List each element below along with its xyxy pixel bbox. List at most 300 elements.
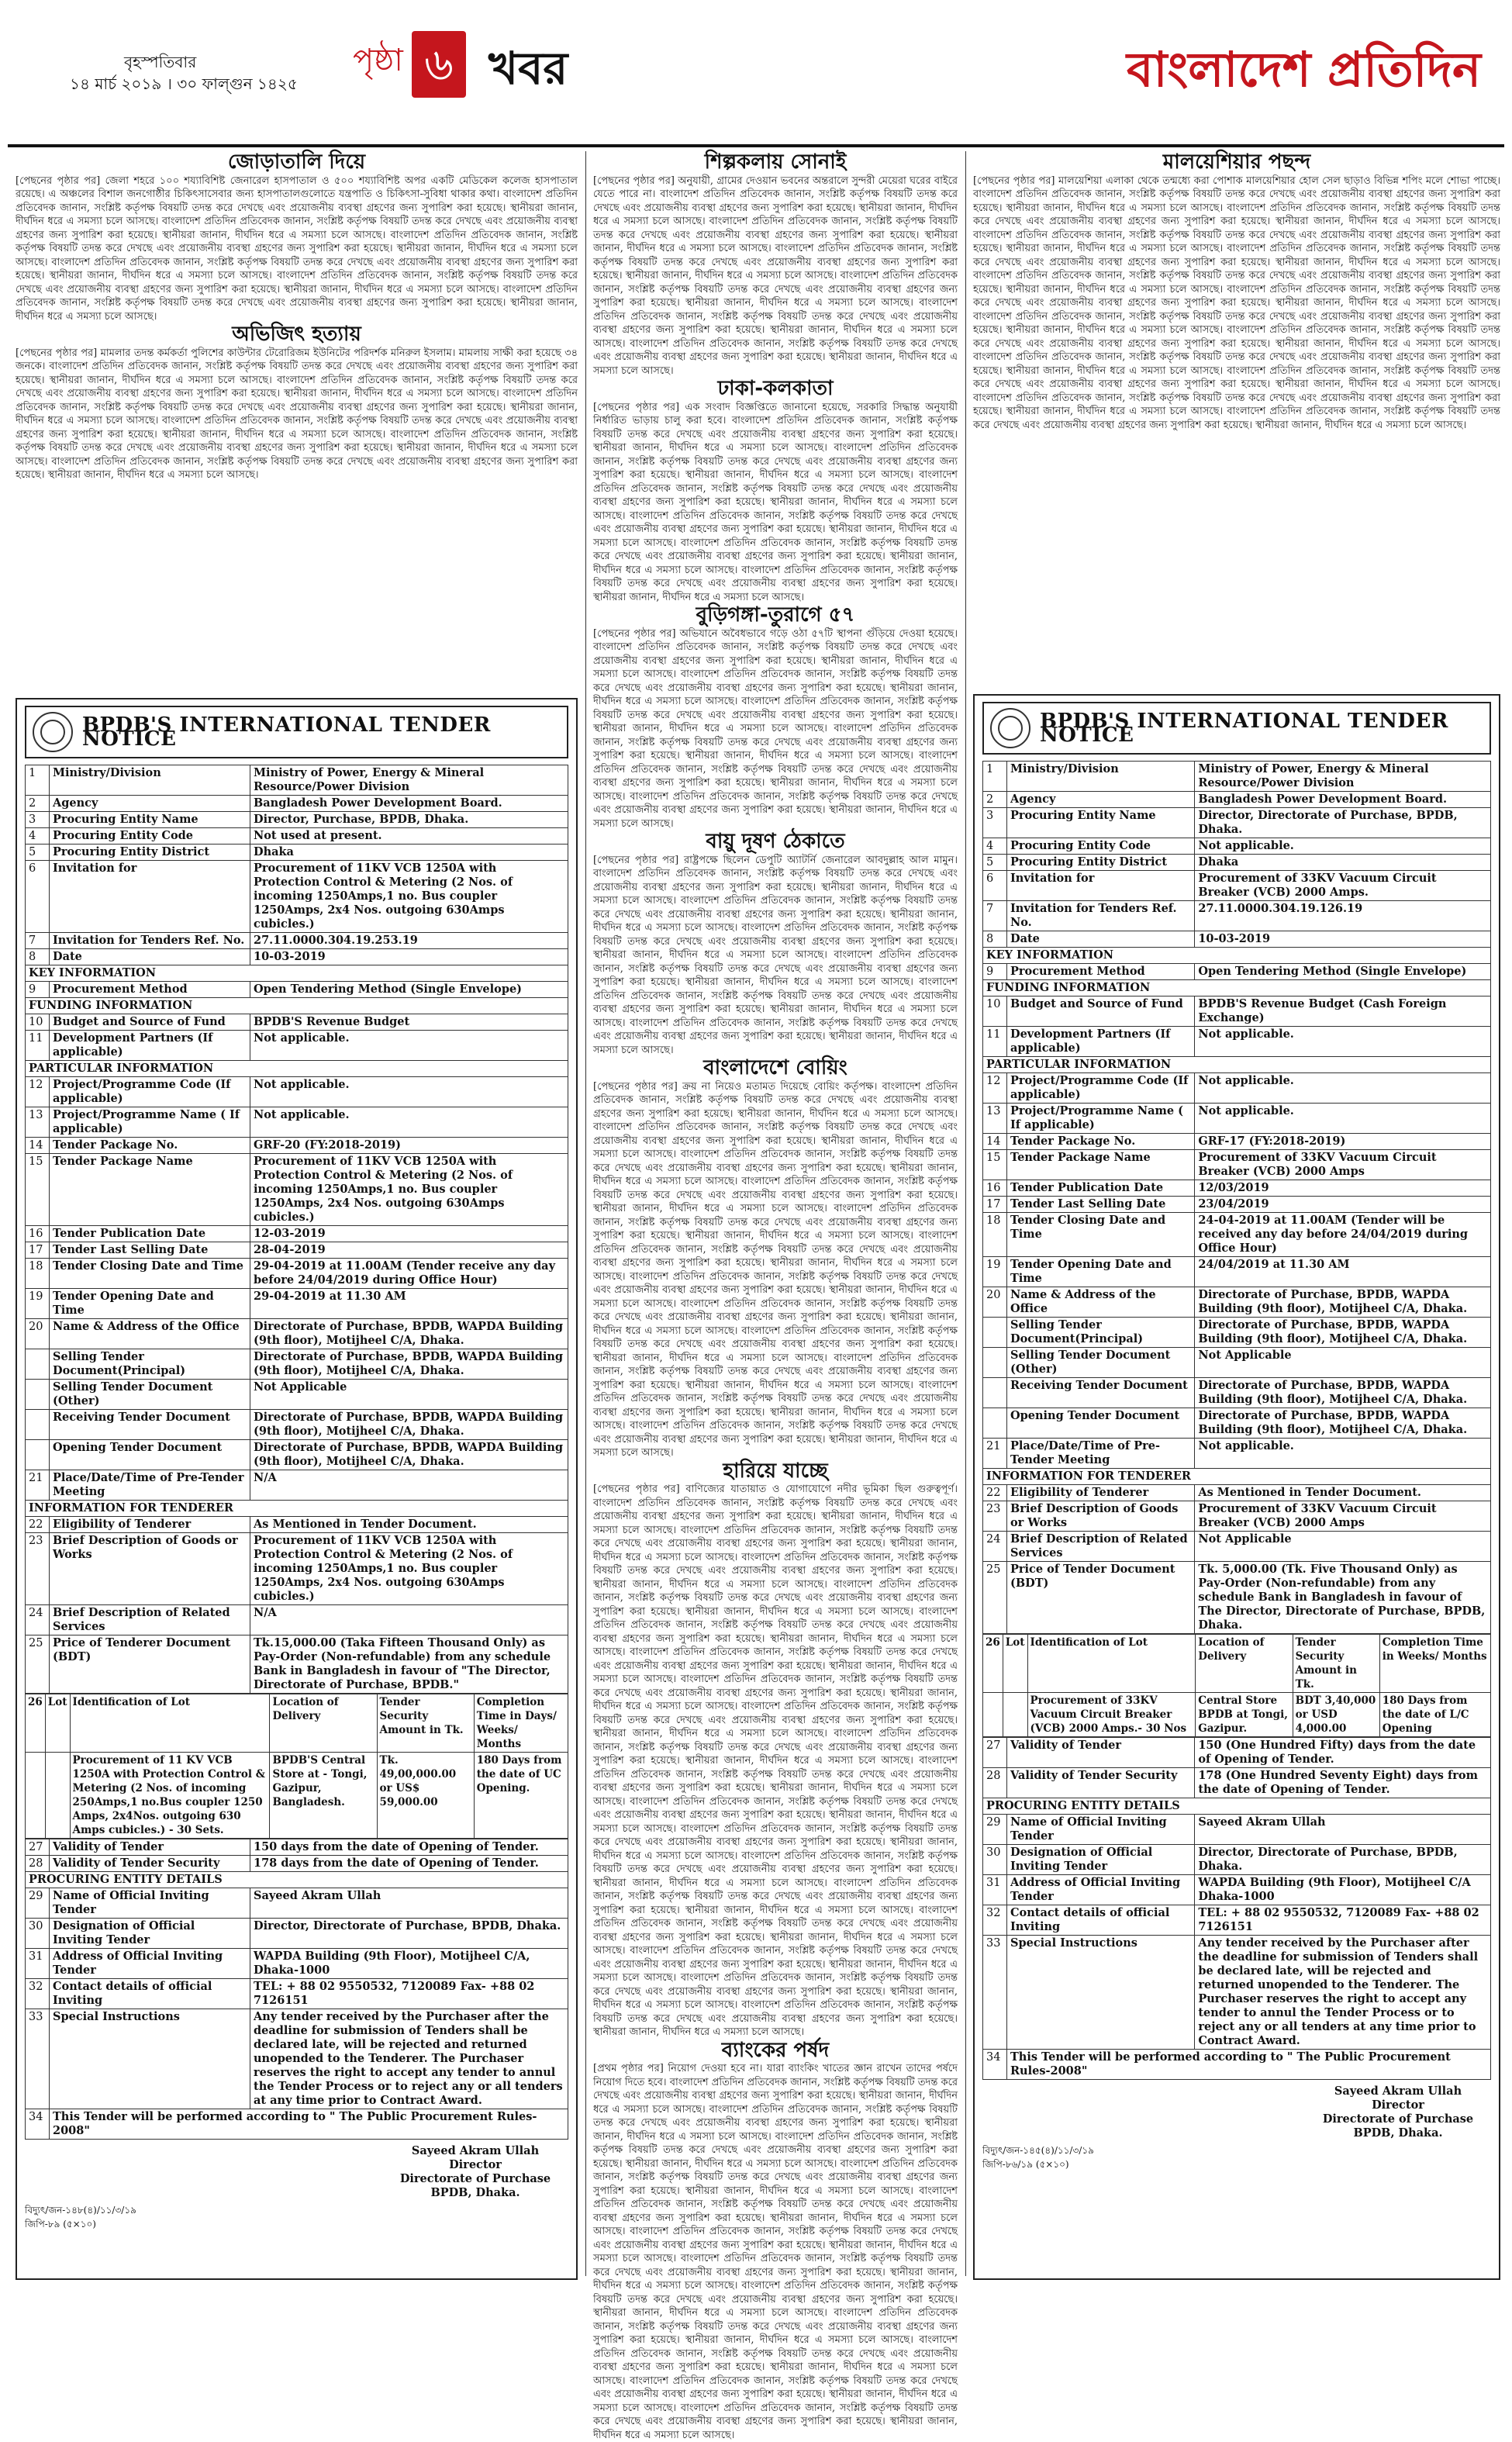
lot-cell: Procurement of 33KV Vacuum Circuit Breaker (VCB) 2000 Amps.- 30 Nos	[1027, 1693, 1196, 1737]
section-row	[26, 1501, 568, 1517]
field-value: Not applicable.	[250, 1031, 568, 1061]
field-label: Ministry/Division	[50, 765, 250, 796]
field-value: Not applicable.	[1195, 838, 1491, 855]
tender-row	[26, 1839, 568, 1856]
lot-column-header: Identification of Lot	[1027, 1635, 1196, 1693]
tender-table-continued	[25, 1839, 568, 2140]
row-number: 31	[983, 1875, 1007, 1905]
section-heading: PROCURING ENTITY DETAILS	[26, 1872, 568, 1888]
page-label: পৃষ্ঠা	[353, 43, 403, 78]
article-body	[593, 401, 958, 605]
tender-row	[26, 1138, 568, 1154]
field-label: Tender Package No.	[50, 1138, 250, 1154]
field-label: Project/Programme Name ( If applicable)	[50, 1107, 250, 1138]
tender-row	[983, 792, 1491, 808]
field-label: Receiving Tender Document	[50, 1410, 250, 1440]
tender-row	[26, 1242, 568, 1259]
field-label: Procuring Entity Code	[1007, 838, 1195, 855]
tender-row	[983, 1875, 1491, 1905]
row-number: 17	[26, 1242, 50, 1259]
row-number: 11	[26, 1031, 50, 1061]
tender-table-continued	[982, 1737, 1491, 2080]
row-number: 18	[26, 1259, 50, 1289]
row-number: 30	[26, 1919, 50, 1949]
row-number: 32	[983, 1905, 1007, 1936]
row-number: 28	[983, 1768, 1007, 1798]
section-heading: PROCURING ENTITY DETAILS	[983, 1798, 1491, 1815]
tender-row	[26, 1605, 568, 1635]
field-label: Project/Programme Code (If applicable)	[50, 1077, 250, 1107]
section-heading: INFORMATION FOR TENDERER	[26, 1501, 568, 1517]
article-text: বাংলাদেশ প্রতিদিন প্রতিবেদক জানান, সংশ্লিষ্ট কর্তৃপক্ষ বিষয়টি তদন্ত করে দেখছে এবং প্রয়োজনীয় ব্যবস্থা গ্রহণের জন্য সুপারিশ করা হয়েছে। স্থানীয়রা জানান, দীর্ঘদিন ধরে এ সমস্যা চলে আসছে। বাংলাদেশ প্রতিদিন প্রতিবেদক জানান, সংশ্লিষ্ট কর্তৃপক্ষ বিষয়টি তদন্ত করে দেখছে এবং প্রয়োজনীয় ব্যবস্থা গ্রহণের জন্য সুপারিশ করা হয়েছে। স্থানীয়রা জানান, দীর্ঘদিন ধরে এ সমস্যা চলে আসছে। বাংলাদেশ প্রতিদিন প্রতিবেদক জানান, সংশ্লিষ্ট কর্তৃপক্ষ বিষয়টি তদন্ত করে দেখছে এবং প্রয়োজনীয় ব্যবস্থা গ্রহণের জন্য সুপারিশ করা হয়েছে। স্থানীয়রা জানান, দীর্ঘদিন ধরে এ সমস্যা চলে আসছে। বাংলাদেশ প্রতিদিন প্রতিবেদক জানান, সংশ্লিষ্ট কর্তৃপক্ষ বিষয়টি তদন্ত করে দেখছে এবং প্রয়োজনীয় ব্যবস্থা গ্রহণের জন্য সুপারিশ করা হয়েছে। স্থানীয়রা জানান, দীর্ঘদিন ধরে এ সমস্যা চলে আসছে। বাংলাদেশ প্রতিদিন প্রতিবেদক জানান, সংশ্লিষ্ট কর্তৃপক্ষ বিষয়টি তদন্ত করে দেখছে এবং প্রয়োজনীয় ব্যবস্থা গ্রহণের জন্য সুপারিশ করা হয়েছে। স্থানীয়রা জানান, দীর্ঘদিন ধরে এ সমস্যা চলে আসছে। বাংলাদেশ প্রতিদিন প্রতিবেদক জানান, সংশ্লিষ্ট কর্তৃপক্ষ বিষয়টি তদন্ত করে দেখছে এবং প্রয়োজনীয় ব্যবস্থা গ্রহণের জন্য সুপারিশ করা হয়েছে। স্থানীয়রা জানান, দীর্ঘদিন ধরে এ সমস্যা চলে আসছে।	[593, 1850, 958, 2038]
row-number	[26, 1380, 50, 1410]
article-text: বাংলাদেশ প্রতিদিন প্রতিবেদক জানান, সংশ্লিষ্ট কর্তৃপক্ষ বিষয়টি তদন্ত করে দেখছে এবং প্রয়োজনীয় ব্যবস্থা গ্রহণের জন্য সুপারিশ করা হয়েছে। স্থানীয়রা জানান, দীর্ঘদিন ধরে এ সমস্যা চলে আসছে। বাংলাদেশ প্রতিদিন প্রতিবেদক জানান, সংশ্লিষ্ট কর্তৃপক্ষ বিষয়টি তদন্ত করে দেখছে এবং প্রয়োজনীয় ব্যবস্থা গ্রহণের জন্য সুপারিশ করা হয়েছে। স্থানীয়রা জানান, দীর্ঘদিন ধরে এ সমস্যা চলে আসছে। বাংলাদেশ প্রতিদিন প্রতিবেদক জানান, সংশ্লিষ্ট কর্তৃপক্ষ বিষয়টি তদন্ত করে দেখছে এবং প্রয়োজনীয় ব্যবস্থা গ্রহণের জন্য সুপারিশ করা হয়েছে। স্থানীয়রা জানান, দীর্ঘদিন ধরে এ সমস্যা চলে আসছে। বাংলাদেশ প্রতিদিন প্রতিবেদক জানান, সংশ্লিষ্ট কর্তৃপক্ষ বিষয়টি তদন্ত করে দেখছে এবং প্রয়োজনীয় ব্যবস্থা গ্রহণের জন্য সুপারিশ করা হয়েছে। স্থানীয়রা জানান, দীর্ঘদিন ধরে এ সমস্যা চলে আসছে। বাংলাদেশ প্রতিদিন প্রতিবেদক জানান, সংশ্লিষ্ট কর্তৃপক্ষ বিষয়টি তদন্ত করে দেখছে এবং প্রয়োজনীয় ব্যবস্থা গ্রহণের জন্য সুপারিশ করা হয়েছে। স্থানীয়রা জানান, দীর্ঘদিন ধরে এ সমস্যা চলে আসছে। বাংলাদেশ প্রতিদিন প্রতিবেদক জানান, সংশ্লিষ্ট কর্তৃপক্ষ বিষয়টি তদন্ত করে দেখছে এবং প্রয়োজনীয় ব্যবস্থা গ্রহণের জন্য সুপারিশ করা হয়েছে। স্থানীয়রা জানান, দীর্ঘদিন ধরে এ সমস্যা চলে আসছে।	[593, 2076, 958, 2264]
field-value: Dhaka	[250, 845, 568, 861]
tender-row	[26, 812, 568, 828]
row-number: 22	[983, 1485, 1007, 1501]
row-number: 13	[983, 1104, 1007, 1134]
field-value: Not Applicable	[1195, 1532, 1491, 1562]
tender-notice-right	[973, 694, 1500, 2280]
tender-row	[26, 765, 568, 796]
field-value: Not applicable.	[250, 1077, 568, 1107]
ad-reference	[982, 2143, 1491, 2171]
field-label: Tender Publication Date	[1007, 1180, 1195, 1197]
article-text: বাংলাদেশ প্রতিদিন প্রতিবেদক জানান, সংশ্লিষ্ট কর্তৃপক্ষ বিষয়টি তদন্ত করে দেখছে এবং প্রয়োজনীয় ব্যবস্থা গ্রহণের জন্য সুপারিশ করা হয়েছে। স্থানীয়রা জানান, দীর্ঘদিন ধরে এ সমস্যা চলে আসছে। বাংলাদেশ প্রতিদিন প্রতিবেদক জানান, সংশ্লিষ্ট কর্তৃপক্ষ বিষয়টি তদন্ত করে দেখছে এবং প্রয়োজনীয় ব্যবস্থা গ্রহণের জন্য সুপারিশ করা হয়েছে। স্থানীয়রা জানান, দীর্ঘদিন ধরে এ সমস্যা চলে আসছে। বাংলাদেশ প্রতিদিন প্রতিবেদক জানান, সংশ্লিষ্ট কর্তৃপক্ষ বিষয়টি তদন্ত করে দেখছে এবং প্রয়োজনীয় ব্যবস্থা গ্রহণের জন্য সুপারিশ করা হয়েছে। স্থানীয়রা জানান, দীর্ঘদিন ধরে এ সমস্যা চলে আসছে। বাংলাদেশ প্রতিদিন প্রতিবেদক জানান, সংশ্লিষ্ট কর্তৃপক্ষ বিষয়টি তদন্ত করে দেখছে এবং প্রয়োজনীয় ব্যবস্থা গ্রহণের জন্য সুপারিশ করা হয়েছে। স্থানীয়রা জানান, দীর্ঘদিন ধরে এ সমস্যা চলে আসছে। বাংলাদেশ প্রতিদিন প্রতিবেদক জানান, সংশ্লিষ্ট কর্তৃপক্ষ বিষয়টি তদন্ত করে দেখছে এবং প্রয়োজনীয় ব্যবস্থা গ্রহণের জন্য সুপারিশ করা হয়েছে। স্থানীয়রা জানান, দীর্ঘদিন ধরে এ সমস্যা চলে আসছে। বাংলাদেশ প্রতিদিন প্রতিবেদক জানান, সংশ্লিষ্ট কর্তৃপক্ষ বিষয়টি তদন্ত করে দেখছে এবং প্রয়োজনীয় ব্যবস্থা গ্রহণের জন্য সুপারিশ করা হয়েছে। স্থানীয়রা জানান, দীর্ঘদিন ধরে এ সমস্যা চলে আসছে।	[593, 188, 958, 377]
field-label: Name & Address of the Office	[50, 1319, 250, 1349]
section-row	[26, 965, 568, 982]
field-value: Not applicable.	[1195, 1073, 1491, 1104]
field-value: Tk.15,000.00 (Taka Fifteen Thousand Only) as Pay-Order (Non-refundable) from any schedule Bank in Bangladesh in favour of "The Director, Directorate of Purchase, BPDB."	[250, 1635, 568, 1694]
field-label: Address of Official Inviting Tender	[50, 1949, 250, 1979]
tender-row	[26, 1949, 568, 1979]
tender-row	[983, 1318, 1491, 1348]
field-label: Date	[50, 949, 250, 965]
tender-row	[983, 1905, 1491, 1936]
field-value: Not applicable.	[1195, 1104, 1491, 1134]
field-value: Directorate of Purchase, BPDB, WAPDA Building (9th floor), Motijheel C/A, Dhaka.	[1195, 1318, 1491, 1348]
article-text: বাংলাদেশ প্রতিদিন প্রতিবেদক জানান, সংশ্লিষ্ট কর্তৃপক্ষ বিষয়টি তদন্ত করে দেখছে এবং প্রয়োজনীয় ব্যবস্থা গ্রহণের জন্য সুপারিশ করা হয়েছে। স্থানীয়রা জানান, দীর্ঘদিন ধরে এ সমস্যা চলে আসছে। বাংলাদেশ প্রতিদিন প্রতিবেদক জানান, সংশ্লিষ্ট কর্তৃপক্ষ বিষয়টি তদন্ত করে দেখছে এবং প্রয়োজনীয় ব্যবস্থা গ্রহণের জন্য সুপারিশ করা হয়েছে। স্থানীয়রা জানান, দীর্ঘদিন ধরে এ সমস্যা চলে আসছে। বাংলাদেশ প্রতিদিন প্রতিবেদক জানান, সংশ্লিষ্ট কর্তৃপক্ষ বিষয়টি তদন্ত করে দেখছে এবং প্রয়োজনীয় ব্যবস্থা গ্রহণের জন্য সুপারিশ করা হয়েছে। স্থানীয়রা জানান, দীর্ঘদিন ধরে এ সমস্যা চলে আসছে। বাংলাদেশ প্রতিদিন প্রতিবেদক জানান, সংশ্লিষ্ট কর্তৃপক্ষ বিষয়টি তদন্ত করে দেখছে এবং প্রয়োজনীয় ব্যবস্থা গ্রহণের জন্য সুপারিশ করা হয়েছে। স্থানীয়রা জানান, দীর্ঘদিন ধরে এ সমস্যা চলে আসছে। বাংলাদেশ প্রতিদিন প্রতিবেদক জানান, সংশ্লিষ্ট কর্তৃপক্ষ বিষয়টি তদন্ত করে দেখছে এবং প্রয়োজনীয় ব্যবস্থা গ্রহণের জন্য সুপারিশ করা হয়েছে। স্থানীয়রা জানান, দীর্ঘদিন ধরে এ সমস্যা চলে আসছে। বাংলাদেশ প্রতিদিন প্রতিবেদক জানান, সংশ্লিষ্ট কর্তৃপক্ষ বিষয়টি তদন্ত করে দেখছে এবং প্রয়োজনীয় ব্যবস্থা গ্রহণের জন্য সুপারিশ করা হয়েছে। স্থানীয়রা জানান, দীর্ঘদিন ধরে এ সমস্যা চলে আসছে।	[593, 1673, 958, 1862]
row-number: 3	[983, 808, 1007, 838]
row-number: 20	[983, 1287, 1007, 1318]
signatory-line: Director	[1372, 2098, 1424, 2112]
column-rule	[965, 151, 966, 2276]
field-label: Selling Tender Document(Principal)	[1007, 1318, 1195, 1348]
field-label: Special Instructions	[1007, 1936, 1195, 2050]
signatory-line: Sayeed Akram Ullah	[1334, 2085, 1462, 2098]
field-value: 24-04-2019 at 11.00AM (Tender will be received any day before 24/04/2019 during Office Hour)	[1195, 1213, 1491, 1257]
article-body	[593, 1483, 958, 2040]
lot-cell	[45, 1753, 70, 1839]
row-number: 19	[26, 1289, 50, 1319]
tender-row	[26, 949, 568, 965]
tender-title: BPDB'S INTERNATIONAL TENDER NOTICE	[1040, 710, 1448, 747]
field-value: Directorate of Purchase, BPDB, WAPDA Building (9th floor), Motijheel C/A, Dhaka.	[250, 1440, 568, 1470]
tender-row	[983, 838, 1491, 855]
article-headline: ঢাকা-কলকাতা	[717, 377, 834, 400]
tender-row	[26, 828, 568, 845]
row-number: 1	[26, 765, 50, 796]
article-headline: হারিয়ে যাচ্ছে	[723, 1459, 828, 1483]
signatory-line: Sayeed Akram Ullah	[411, 2144, 540, 2157]
article-headline: জোড়াতালি দিয়ে	[227, 150, 366, 174]
column-right-top	[973, 151, 1500, 686]
article-text: বাংলাদেশ প্রতিদিন প্রতিবেদক জানান, সংশ্লিষ্ট কর্তৃপক্ষ বিষয়টি তদন্ত করে দেখছে এবং প্রয়োজনীয় ব্যবস্থা গ্রহণের জন্য সুপারিশ করা হয়েছে। স্থানীয়রা জানান, দীর্ঘদিন ধরে এ সমস্যা চলে আসছে। বাংলাদেশ প্রতিদিন প্রতিবেদক জানান, সংশ্লিষ্ট কর্তৃপক্ষ বিষয়টি তদন্ত করে দেখছে এবং প্রয়োজনীয় ব্যবস্থা গ্রহণের জন্য সুপারিশ করা হয়েছে। স্থানীয়রা জানান, দীর্ঘদিন ধরে এ সমস্যা চলে আসছে। বাংলাদেশ প্রতিদিন প্রতিবেদক জানান, সংশ্লিষ্ট কর্তৃপক্ষ বিষয়টি তদন্ত করে দেখছে এবং প্রয়োজনীয় ব্যবস্থা গ্রহণের জন্য সুপারিশ করা হয়েছে। স্থানীয়রা জানান, দীর্ঘদিন ধরে এ সমস্যা চলে আসছে। বাংলাদেশ প্রতিদিন প্রতিবেদক জানান, সংশ্লিষ্ট কর্তৃপক্ষ বিষয়টি তদন্ত করে দেখছে এবং প্রয়োজনীয় ব্যবস্থা গ্রহণের জন্য সুপারিশ করা হয়েছে। স্থানীয়রা জানান, দীর্ঘদিন ধরে এ সমস্যা চলে আসছে। বাংলাদেশ প্রতিদিন প্রতিবেদক জানান, সংশ্লিষ্ট কর্তৃপক্ষ বিষয়টি তদন্ত করে দেখছে এবং প্রয়োজনীয় ব্যবস্থা গ্রহণের জন্য সুপারিশ করা হয়েছে। স্থানীয়রা জানান, দীর্ঘদিন ধরে এ সমস্যা চলে আসছে। বাংলাদেশ প্রতিদিন প্রতিবেদক জানান, সংশ্লিষ্ট কর্তৃপক্ষ বিষয়টি তদন্ত করে দেখছে এবং প্রয়োজনীয় ব্যবস্থা গ্রহণের জন্য সুপারিশ করা হয়েছে। স্থানীয়রা জানান, দীর্ঘদিন ধরে এ সমস্যা চলে আসছে।	[593, 2253, 958, 2441]
section-row	[26, 998, 568, 1014]
article-body	[593, 174, 958, 378]
field-label: Tender Publication Date	[50, 1226, 250, 1242]
lot-header-row	[983, 1635, 1491, 1693]
field-label: Designation of Official Inviting Tender	[50, 1919, 250, 1949]
row-number: 7	[983, 901, 1007, 931]
field-value: Tk. 5,000.00 (Tk. Five Thousand Only) as Pay-Order (Non-refundable) from any schedule Bank in Bangladesh in favour of The Director, Directorate of Purchase, BPDB, Dhaka.	[1195, 1562, 1491, 1634]
row-number: 26	[983, 1635, 1003, 1693]
field-label: Validity of Tender	[50, 1839, 250, 1856]
tender-row	[983, 855, 1491, 871]
section-heading: INFORMATION FOR TENDERER	[983, 1469, 1491, 1485]
tender-row	[983, 1768, 1491, 1798]
tender-row	[26, 1856, 568, 1872]
article-headline: শিল্পকলায় সোনাই	[704, 150, 847, 174]
masthead	[8, 6, 1504, 150]
section-row	[26, 1061, 568, 1077]
row-number	[983, 1318, 1007, 1348]
field-label: Name of Official Inviting Tender	[1007, 1815, 1195, 1845]
tender-header	[982, 702, 1491, 755]
tender-table	[982, 761, 1491, 1634]
field-value: GRF-20 (FY:2018-2019)	[250, 1138, 568, 1154]
article-text: বাংলাদেশ প্রতিদিন প্রতিবেদক জানান, সংশ্লিষ্ট কর্তৃপক্ষ বিষয়টি তদন্ত করে দেখছে এবং প্রয়োজনীয় ব্যবস্থা গ্রহণের জন্য সুপারিশ করা হয়েছে। স্থানীয়রা জানান, দীর্ঘদিন ধরে এ সমস্যা চলে আসছে। বাংলাদেশ প্রতিদিন প্রতিবেদক জানান, সংশ্লিষ্ট কর্তৃপক্ষ বিষয়টি তদন্ত করে দেখছে এবং প্রয়োজনীয় ব্যবস্থা গ্রহণের জন্য সুপারিশ করা হয়েছে। স্থানীয়রা জানান, দীর্ঘদিন ধরে এ সমস্যা চলে আসছে। বাংলাদেশ প্রতিদিন প্রতিবেদক জানান, সংশ্লিষ্ট কর্তৃপক্ষ বিষয়টি তদন্ত করে দেখছে এবং প্রয়োজনীয় ব্যবস্থা গ্রহণের জন্য সুপারিশ করা হয়েছে। স্থানীয়রা জানান, দীর্ঘদিন ধরে এ সমস্যা চলে আসছে। বাংলাদেশ প্রতিদিন প্রতিবেদক জানান, সংশ্লিষ্ট কর্তৃপক্ষ বিষয়টি তদন্ত করে দেখছে এবং প্রয়োজনীয় ব্যবস্থা গ্রহণের জন্য সুপারিশ করা হয়েছে। স্থানীয়রা জানান, দীর্ঘদিন ধরে এ সমস্যা চলে আসছে। বাংলাদেশ প্রতিদিন প্রতিবেদক জানান, সংশ্লিষ্ট কর্তৃপক্ষ বিষয়টি তদন্ত করে দেখছে এবং প্রয়োজনীয় ব্যবস্থা গ্রহণের জন্য সুপারিশ করা হয়েছে। স্থানীয়রা জানান, দীর্ঘদিন ধরে এ সমস্যা চলে আসছে। বাংলাদেশ প্রতিদিন প্রতিবেদক জানান, সংশ্লিষ্ট কর্তৃপক্ষ বিষয়টি তদন্ত করে দেখছে এবং প্রয়োজনীয় ব্যবস্থা গ্রহণের জন্য সুপারিশ করা হয়েছে। স্থানীয়রা জানান, দীর্ঘদিন ধরে এ সমস্যা চলে আসছে।	[973, 188, 1500, 309]
section-row	[983, 948, 1491, 964]
page-badge	[353, 28, 477, 98]
tender-table	[25, 765, 568, 1694]
ad-ref-line: জিপি-৮৯ (৫×১০)	[25, 2219, 96, 2230]
column-left-top	[16, 151, 578, 694]
tender-row	[26, 1259, 568, 1289]
field-value: Procurement of 33KV Vacuum Circuit Breaker (VCB) 2000 Amps	[1195, 1501, 1491, 1532]
field-label: Receiving Tender Document	[1007, 1378, 1195, 1408]
field-value: Any tender received by the Purchaser after the deadline for submission of Tenders shall be declared late, will be rejected and returned unopended to the Tenderer. The Purchaser reserves the right to accept any tender to annul the Tender Process or to reject any or all tenders at any time prior to Contract Award.	[250, 2009, 568, 2109]
field-label: Procuring Entity Code	[50, 828, 250, 845]
row-number: 10	[983, 996, 1007, 1027]
field-value: GRF-17 (FY:2018-2019)	[1195, 1134, 1491, 1150]
field-value: Directorate of Purchase, BPDB, WAPDA Building (9th floor), Motijheel C/A, Dhaka.	[250, 1349, 568, 1380]
tender-row	[26, 1226, 568, 1242]
field-label: Procuring Entity District	[50, 845, 250, 861]
article-headline: বাংলাদেশে বোয়িং	[703, 1056, 847, 1079]
field-value: 178 (One Hundred Seventy Eight) days from the date of Opening of Tender.	[1195, 1768, 1491, 1798]
field-value: 23/04/2019	[1195, 1197, 1491, 1213]
section-row	[983, 1057, 1491, 1073]
row-number: 20	[26, 1319, 50, 1349]
section-row	[983, 980, 1491, 996]
row-number: 27	[26, 1839, 50, 1856]
tender-row	[26, 1888, 568, 1919]
field-value: Dhaka	[1195, 855, 1491, 871]
article-body	[593, 2062, 958, 2442]
lot-column-header: Location of Delivery	[270, 1694, 377, 1753]
field-label: Procurement Method	[1007, 964, 1195, 980]
column-rule	[585, 151, 586, 2276]
tender-row	[983, 964, 1491, 980]
tender-row	[983, 762, 1491, 792]
article-headline: বুড়িগঙ্গা-তুরাগে ৫৭	[696, 603, 855, 627]
article-lead: [পেছনের পৃষ্ঠার পর] মামলার তদন্ত কর্মকর্তা পুলিশের কাউন্টার টেরোরিজম ইউনিটের পরিদর্শক মনিরুল ইসলাম। মামলায় সাক্ষী করা হয়েছে ৩৪ জনকে।	[16, 347, 578, 372]
tender-row	[983, 1562, 1491, 1634]
row-number: 31	[26, 1949, 50, 1979]
field-label: Budget and Source of Fund	[1007, 996, 1195, 1027]
lot-cell	[1003, 1693, 1027, 1737]
field-value: Ministry of Power, Energy & Mineral Resource/Power Division	[1195, 762, 1491, 792]
tender-row	[983, 2050, 1491, 2080]
signatory-line: Director	[449, 2158, 502, 2171]
field-label: Eligibility of Tenderer	[50, 1517, 250, 1533]
field-label: Opening Tender Document	[50, 1440, 250, 1470]
tender-row	[983, 1378, 1491, 1408]
field-value: Director, Directorate of Purchase, BPDB, Dhaka.	[1195, 808, 1491, 838]
tender-row	[983, 931, 1491, 948]
field-value: 12/03/2019	[1195, 1180, 1491, 1197]
tender-row	[26, 1380, 568, 1410]
section-row	[983, 1798, 1491, 1815]
lot-header-row	[26, 1694, 568, 1753]
field-value: Director, Directorate of Purchase, BPDB, Dhaka.	[1195, 1845, 1491, 1875]
field-value: 10-03-2019	[250, 949, 568, 965]
field-label: Brief Description of Related Services	[50, 1605, 250, 1635]
row-number: 8	[983, 931, 1007, 948]
section-heading: KEY INFORMATION	[983, 948, 1491, 964]
field-value: Any tender received by the Purchaser after the deadline for submission of Tenders shall be declared late, will be rejected and returned unopended to the Tenderer. The Purchaser reserves the right to accept any tender to annul the Tender Process or to reject any or all tenders at any time prior to Contract Award.	[1195, 1936, 1491, 2050]
tender-row	[983, 1287, 1491, 1318]
field-value: N/A	[250, 1605, 568, 1635]
row-number: 5	[983, 855, 1007, 871]
row-number: 21	[26, 1470, 50, 1501]
lot-cell: 180 Days from the date of UC Opening.	[474, 1753, 568, 1839]
field-label: Tender Opening Date and Time	[1007, 1257, 1195, 1287]
lot-column-header: Completion Time in Weeks/ Months	[1379, 1635, 1490, 1693]
row-number	[983, 1378, 1007, 1408]
ad-ref-line: বিদ্যুৎ/জন-১৪৫(৪)/১১/৩/১৯	[982, 2145, 1094, 2156]
article-lead: [পেছনের পৃষ্ঠার পর] বাণিজ্যের যাতায়াত ও যোগাযোগে নদীর ভূমিকা ছিল গুরুত্বপূর্ণ।	[593, 1484, 958, 1495]
field-label: Invitation for	[1007, 871, 1195, 901]
tender-row	[983, 1485, 1491, 1501]
field-value: BPDB'S Revenue Budget	[250, 1014, 568, 1031]
tender-row	[26, 1107, 568, 1138]
section-heading: PARTICULAR INFORMATION	[26, 1061, 568, 1077]
field-label: Address of Official Inviting Tender	[1007, 1875, 1195, 1905]
lot-cell: Tk. 49,00,000.00 or US$ 59,000.00	[377, 1753, 474, 1839]
tender-row	[26, 1635, 568, 1694]
ad-ref-line: বিদ্যুৎ/জন-১৪৮(৪)/১১/৩/১৯	[25, 2205, 136, 2216]
row-number: 17	[983, 1197, 1007, 1213]
field-value: WAPDA Building (9th Floor), Motijheel C/A, Dhaka-1000	[250, 1949, 568, 1979]
field-label: Invitation for Tenders Ref. No.	[1007, 901, 1195, 931]
field-label: Special Instructions	[50, 2009, 250, 2109]
row-number: 4	[983, 838, 1007, 855]
field-label: Project/Programme Code (If applicable)	[1007, 1073, 1195, 1104]
article-lead: [পেছনের পৃষ্ঠার পর] ক্রয় না নিয়েও মতামত দিয়েছে বোয়িং কর্তৃপক্ষ।	[593, 1080, 878, 1093]
field-value: 10-03-2019	[1195, 931, 1491, 948]
row-number: 9	[26, 982, 50, 998]
lot-column-header: Tender Security Amount in Tk.	[1293, 1635, 1379, 1693]
row-number: 30	[983, 1845, 1007, 1875]
field-value: Directorate of Purchase, BPDB, WAPDA Building (9th floor), Motijheel C/A, Dhaka.	[1195, 1378, 1491, 1408]
row-number: 16	[983, 1180, 1007, 1197]
field-label: Tender Opening Date and Time	[50, 1289, 250, 1319]
article-body	[973, 174, 1500, 433]
field-value: Sayeed Akram Ullah	[1195, 1815, 1491, 1845]
field-value: Directorate of Purchase, BPDB, WAPDA Building (9th floor), Motijheel C/A, Dhaka.	[250, 1319, 568, 1349]
article-body	[16, 347, 578, 482]
row-number: 23	[26, 1533, 50, 1605]
tender-row	[983, 1150, 1491, 1180]
tender-row	[983, 1197, 1491, 1213]
field-label: Invitation for	[50, 861, 250, 933]
field-value: Not applicable.	[1195, 1439, 1491, 1469]
lot-row	[26, 1753, 568, 1839]
tender-row	[26, 2009, 568, 2109]
tender-row	[983, 871, 1491, 901]
field-label: Development Partners (If applicable)	[1007, 1027, 1195, 1057]
article-lead: [পেছনের পৃষ্ঠার পর] অভিযানে অবৈধভাবে গড়ে ওঠা ৫৭টি স্থাপনা গুঁড়িয়ে দেওয়া হয়েছে।	[593, 627, 958, 640]
field-label: Selling Tender Document(Principal)	[50, 1349, 250, 1380]
field-label: Eligibility of Tenderer	[1007, 1485, 1195, 1501]
tender-notice-left	[16, 698, 578, 2280]
tender-row	[983, 1936, 1491, 2050]
field-value: 12-03-2019	[250, 1226, 568, 1242]
tender-row	[26, 845, 568, 861]
tender-row	[26, 982, 568, 998]
field-label: Price of Tenderer Document (BDT)	[50, 1635, 250, 1694]
row-number: 3	[26, 812, 50, 828]
article-text: বাংলাদেশ প্রতিদিন প্রতিবেদক জানান, সংশ্লিষ্ট কর্তৃপক্ষ বিষয়টি তদন্ত করে দেখছে এবং প্রয়োজনীয় ব্যবস্থা গ্রহণের জন্য সুপারিশ করা হয়েছে। স্থানীয়রা জানান, দীর্ঘদিন ধরে এ সমস্যা চলে আসছে। বাংলাদেশ প্রতিদিন প্রতিবেদক জানান, সংশ্লিষ্ট কর্তৃপক্ষ বিষয়টি তদন্ত করে দেখছে এবং প্রয়োজনীয় ব্যবস্থা গ্রহণের জন্য সুপারিশ করা হয়েছে। স্থানীয়রা জানান, দীর্ঘদিন ধরে এ সমস্যা চলে আসছে। বাংলাদেশ প্রতিদিন প্রতিবেদক জানান, সংশ্লিষ্ট কর্তৃপক্ষ বিষয়টি তদন্ত করে দেখছে এবং প্রয়োজনীয় ব্যবস্থা গ্রহণের জন্য সুপারিশ করা হয়েছে। স্থানীয়রা জানান, দীর্ঘদিন ধরে এ সমস্যা চলে আসছে। বাংলাদেশ প্রতিদিন প্রতিবেদক জানান, সংশ্লিষ্ট কর্তৃপক্ষ বিষয়টি তদন্ত করে দেখছে এবং প্রয়োজনীয় ব্যবস্থা গ্রহণের জন্য সুপারিশ করা হয়েছে। স্থানীয়রা জানান, দীর্ঘদিন ধরে এ সমস্যা চলে আসছে। বাংলাদেশ প্রতিদিন প্রতিবেদক জানান, সংশ্লিষ্ট কর্তৃপক্ষ বিষয়টি তদন্ত করে দেখছে এবং প্রয়োজনীয় ব্যবস্থা গ্রহণের জন্য সুপারিশ করা হয়েছে। স্থানীয়রা জানান, দীর্ঘদিন ধরে এ সমস্যা চলে আসছে। বাংলাদেশ প্রতিদিন প্রতিবেদক জানান, সংশ্লিষ্ট কর্তৃপক্ষ বিষয়টি তদন্ত করে দেখছে এবং প্রয়োজনীয় ব্যবস্থা গ্রহণের জন্য সুপারিশ করা হয়েছে। স্থানীয়রা জানান, দীর্ঘদিন ধরে এ সমস্যা চলে আসছে।	[593, 1270, 958, 1459]
row-number: 16	[26, 1226, 50, 1242]
tender-row	[26, 1031, 568, 1061]
signatory	[382, 2144, 568, 2200]
article-text: বাংলাদেশ প্রতিদিন প্রতিবেদক জানান, সংশ্লিষ্ট কর্তৃপক্ষ বিষয়টি তদন্ত করে দেখছে এবং প্রয়োজনীয় ব্যবস্থা গ্রহণের জন্য সুপারিশ করা হয়েছে। স্থানীয়রা জানান, দীর্ঘদিন ধরে এ সমস্যা চলে আসছে। বাংলাদেশ প্রতিদিন প্রতিবেদক জানান, সংশ্লিষ্ট কর্তৃপক্ষ বিষয়টি তদন্ত করে দেখছে এবং প্রয়োজনীয় ব্যবস্থা গ্রহণের জন্য সুপারিশ করা হয়েছে। স্থানীয়রা জানান, দীর্ঘদিন ধরে এ সমস্যা চলে আসছে। বাংলাদেশ প্রতিদিন প্রতিবেদক জানান, সংশ্লিষ্ট কর্তৃপক্ষ বিষয়টি তদন্ত করে দেখছে এবং প্রয়োজনীয় ব্যবস্থা গ্রহণের জন্য সুপারিশ করা হয়েছে। স্থানীয়রা জানান, দীর্ঘদিন ধরে এ সমস্যা চলে আসছে। বাংলাদেশ প্রতিদিন প্রতিবেদক জানান, সংশ্লিষ্ট কর্তৃপক্ষ বিষয়টি তদন্ত করে দেখছে এবং প্রয়োজনীয় ব্যবস্থা গ্রহণের জন্য সুপারিশ করা হয়েছে। স্থানীয়রা জানান, দীর্ঘদিন ধরে এ সমস্যা চলে আসছে। বাংলাদেশ প্রতিদিন প্রতিবেদক জানান, সংশ্লিষ্ট কর্তৃপক্ষ বিষয়টি তদন্ত করে দেখছে এবং প্রয়োজনীয় ব্যবস্থা গ্রহণের জন্য সুপারিশ করা হয়েছে। স্থানীয়রা জানান, দীর্ঘদিন ধরে এ সমস্যা চলে আসছে। বাংলাদেশ প্রতিদিন প্রতিবেদক জানান, সংশ্লিষ্ট কর্তৃপক্ষ বিষয়টি তদন্ত করে দেখছে এবং প্রয়োজনীয় ব্যবস্থা গ্রহণের জন্য সুপারিশ করা হয়েছে। স্থানীয়রা জানান, দীর্ঘদিন ধরে এ সমস্যা চলে আসছে।	[593, 1080, 958, 1283]
tender-row	[26, 1014, 568, 1031]
row-number	[983, 1408, 1007, 1439]
tender-row	[26, 861, 568, 933]
row-number: 7	[26, 933, 50, 949]
field-label: Agency	[1007, 792, 1195, 808]
row-number: 23	[983, 1501, 1007, 1532]
row-number: 24	[983, 1532, 1007, 1562]
section-row	[983, 1469, 1491, 1485]
article-body	[593, 627, 958, 831]
row-number: 4	[26, 828, 50, 845]
row-number: 10	[26, 1014, 50, 1031]
tender-row	[26, 1077, 568, 1107]
newspaper-logo: বাংলাদেশ প্রতিদিন	[1127, 41, 1481, 98]
section-heading: KEY INFORMATION	[26, 965, 568, 982]
tender-row	[26, 2109, 568, 2140]
article-headline: ব্যাংকের পর্ষদ	[721, 2038, 830, 2062]
lot-column-header: Tender Security Amount in Tk.	[377, 1694, 474, 1753]
tender-row	[983, 1845, 1491, 1875]
field-label: Selling Tender Document (Other)	[50, 1380, 250, 1410]
field-label: Invitation for Tenders Ref. No.	[50, 933, 250, 949]
tender-row	[26, 1919, 568, 1949]
row-number: 24	[26, 1605, 50, 1635]
field-label: Validity of Tender	[1007, 1738, 1195, 1768]
field-label: Procuring Entity Name	[50, 812, 250, 828]
row-note: This Tender will be performed according to " The Public Procurement Rules-2008"	[1007, 2050, 1491, 2080]
field-value: Not applicable.	[250, 1107, 568, 1138]
row-number	[26, 1440, 50, 1470]
field-value: TEL: + 88 02 9550532, 7120089 Fax- +88 02 7126151	[1195, 1905, 1491, 1936]
bpdb-logo-icon	[990, 708, 1030, 748]
field-value: TEL: + 88 02 9550532, 7120089 Fax- +88 02 7126151	[250, 1979, 568, 2009]
article-text: বাংলাদেশ প্রতিদিন প্রতিবেদক জানান, সংশ্লিষ্ট কর্তৃপক্ষ বিষয়টি তদন্ত করে দেখছে এবং প্রয়োজনীয় ব্যবস্থা গ্রহণের জন্য সুপারিশ করা হয়েছে। স্থানীয়রা জানান, দীর্ঘদিন ধরে এ সমস্যা চলে আসছে। বাংলাদেশ প্রতিদিন প্রতিবেদক জানান, সংশ্লিষ্ট কর্তৃপক্ষ বিষয়টি তদন্ত করে দেখছে এবং প্রয়োজনীয় ব্যবস্থা গ্রহণের জন্য সুপারিশ করা হয়েছে। স্থানীয়রা জানান, দীর্ঘদিন ধরে এ সমস্যা চলে আসছে। বাংলাদেশ প্রতিদিন প্রতিবেদক জানান, সংশ্লিষ্ট কর্তৃপক্ষ বিষয়টি তদন্ত করে দেখছে এবং প্রয়োজনীয় ব্যবস্থা গ্রহণের জন্য সুপারিশ করা হয়েছে। স্থানীয়রা জানান, দীর্ঘদিন ধরে এ সমস্যা চলে আসছে। বাংলাদেশ প্রতিদিন প্রতিবেদক জানান, সংশ্লিষ্ট কর্তৃপক্ষ বিষয়টি তদন্ত করে দেখছে এবং প্রয়োজনীয় ব্যবস্থা গ্রহণের জন্য সুপারিশ করা হয়েছে। স্থানীয়রা জানান, দীর্ঘদিন ধরে এ সমস্যা চলে আসছে। বাংলাদেশ প্রতিদিন প্রতিবেদক জানান, সংশ্লিষ্ট কর্তৃপক্ষ বিষয়টি তদন্ত করে দেখছে এবং প্রয়োজনীয় ব্যবস্থা গ্রহণের জন্য সুপারিশ করা হয়েছে। স্থানীয়রা জানান, দীর্ঘদিন ধরে এ সমস্যা চলে আসছে। বাংলাদেশ প্রতিদিন প্রতিবেদক জানান, সংশ্লিষ্ট কর্তৃপক্ষ বিষয়টি তদন্ত করে দেখছে এবং প্রয়োজনীয় ব্যবস্থা গ্রহণের জন্য সুপারিশ করা হয়েছে। স্থানীয়রা জানান, দীর্ঘদিন ধরে এ সমস্যা চলে আসছে।	[16, 188, 578, 323]
row-number: 2	[983, 792, 1007, 808]
field-label: Procuring Entity Name	[1007, 808, 1195, 838]
column-middle	[593, 150, 958, 2441]
issue-date: ১৪ মার্চ ২০১৯ । ৩০ ফাল্গুন ১৪২৫	[70, 74, 298, 93]
tender-row	[983, 1738, 1491, 1768]
field-value: Open Tendering Method (Single Envelope)	[250, 982, 568, 998]
lot-cell: 180 Days from the date of L/C Opening	[1379, 1693, 1490, 1737]
row-number: 18	[983, 1213, 1007, 1257]
row-number: 8	[26, 949, 50, 965]
field-label: Tender Last Selling Date	[1007, 1197, 1195, 1213]
field-label: Tender Package Name	[1007, 1150, 1195, 1180]
lot-column-header: Location of Delivery	[1196, 1635, 1293, 1693]
row-number: 19	[983, 1257, 1007, 1287]
article-lead: [পেছনের পৃষ্ঠার পর] মালয়েশিয়া এলাকা থেকে তন্মধ্যে করা পোশাক মালয়েশিয়ার হোল সেল ছাড়াও বিভিন্ন শপিং মলে শোভা পাচ্ছে।	[973, 174, 1500, 187]
field-value: Procurement of 11KV VCB 1250A with Protection Control & Metering (2 Nos. of incoming 1250Amps,1 no. Bus coupler 1250Amps, 2x4 Nos. outgoing 630Amps cubicles.)	[250, 1533, 568, 1605]
field-label: Procurement Method	[50, 982, 250, 998]
article-text: বাংলাদেশ প্রতিদিন প্রতিবেদক জানান, সংশ্লিষ্ট কর্তৃপক্ষ বিষয়টি তদন্ত করে দেখছে এবং প্রয়োজনীয় ব্যবস্থা গ্রহণের জন্য সুপারিশ করা হয়েছে। স্থানীয়রা জানান, দীর্ঘদিন ধরে এ সমস্যা চলে আসছে। বাংলাদেশ প্রতিদিন প্রতিবেদক জানান, সংশ্লিষ্ট কর্তৃপক্ষ বিষয়টি তদন্ত করে দেখছে এবং প্রয়োজনীয় ব্যবস্থা গ্রহণের জন্য সুপারিশ করা হয়েছে। স্থানীয়রা জানান, দীর্ঘদিন ধরে এ সমস্যা চলে আসছে। বাংলাদেশ প্রতিদিন প্রতিবেদক জানান, সংশ্লিষ্ট কর্তৃপক্ষ বিষয়টি তদন্ত করে দেখছে এবং প্রয়োজনীয় ব্যবস্থা গ্রহণের জন্য সুপারিশ করা হয়েছে। স্থানীয়রা জানান, দীর্ঘদিন ধরে এ সমস্যা চলে আসছে। বাংলাদেশ প্রতিদিন প্রতিবেদক জানান, সংশ্লিষ্ট কর্তৃপক্ষ বিষয়টি তদন্ত করে দেখছে এবং প্রয়োজনীয় ব্যবস্থা গ্রহণের জন্য সুপারিশ করা হয়েছে। স্থানীয়রা জানান, দীর্ঘদিন ধরে এ সমস্যা চলে আসছে। বাংলাদেশ প্রতিদিন প্রতিবেদক জানান, সংশ্লিষ্ট কর্তৃপক্ষ বিষয়টি তদন্ত করে দেখছে এবং প্রয়োজনীয় ব্যবস্থা গ্রহণের জন্য সুপারিশ করা হয়েছে। স্থানীয়রা জানান, দীর্ঘদিন ধরে এ সমস্যা চলে আসছে। বাংলাদেশ প্রতিদিন প্রতিবেদক জানান, সংশ্লিষ্ট কর্তৃপক্ষ বিষয়টি তদন্ত করে দেখছে এবং প্রয়োজনীয় ব্যবস্থা গ্রহণের জন্য সুপারিশ করা হয়েছে। স্থানীয়রা জানান, দীর্ঘদিন ধরে এ সমস্যা চলে আসছে।	[16, 361, 578, 481]
tender-row	[26, 1410, 568, 1440]
field-value: 24/04/2019 at 11.30 AM	[1195, 1257, 1491, 1287]
lot-column-header: Completion Time in Days/ Weeks/ Months	[474, 1694, 568, 1753]
field-label: Name of Official Inviting Tender	[50, 1888, 250, 1919]
row-number: 6	[26, 861, 50, 933]
row-number: 6	[983, 871, 1007, 901]
tender-row	[26, 933, 568, 949]
field-label: Date	[1007, 931, 1195, 948]
tender-row	[26, 1289, 568, 1319]
row-number	[983, 1348, 1007, 1378]
field-label: Budget and Source of Fund	[50, 1014, 250, 1031]
tender-row	[983, 1408, 1491, 1439]
field-value: Directorate of Purchase, BPDB, WAPDA Building (9th floor), Motijheel C/A, Dhaka.	[1195, 1408, 1491, 1439]
field-label: Procuring Entity District	[1007, 855, 1195, 871]
signatory-line: Directorate of Purchase	[1322, 2112, 1474, 2126]
field-value: Bangladesh Power Development Board.	[250, 796, 568, 812]
field-value: 27.11.0000.304.19.253.19	[250, 933, 568, 949]
row-number: 12	[983, 1073, 1007, 1104]
lot-cell: BDT 3,40,000 or USD 4,000.00	[1293, 1693, 1379, 1737]
field-value: Not applicable.	[1195, 1027, 1491, 1057]
field-label: Brief Description of Goods or Works	[1007, 1501, 1195, 1532]
field-value: 29-04-2019 at 11.30 AM	[250, 1289, 568, 1319]
tender-row	[983, 1073, 1491, 1104]
row-number: 14	[26, 1138, 50, 1154]
tender-row	[983, 1348, 1491, 1378]
field-value: Procurement of 33KV Vacuum Circuit Breaker (VCB) 2000 Amps	[1195, 1150, 1491, 1180]
article-text: বাংলাদেশ প্রতিদিন প্রতিবেদক জানান, সংশ্লিষ্ট কর্তৃপক্ষ বিষয়টি তদন্ত করে দেখছে এবং প্রয়োজনীয় ব্যবস্থা গ্রহণের জন্য সুপারিশ করা হয়েছে। স্থানীয়রা জানান, দীর্ঘদিন ধরে এ সমস্যা চলে আসছে। বাংলাদেশ প্রতিদিন প্রতিবেদক জানান, সংশ্লিষ্ট কর্তৃপক্ষ বিষয়টি তদন্ত করে দেখছে এবং প্রয়োজনীয় ব্যবস্থা গ্রহণের জন্য সুপারিশ করা হয়েছে। স্থানীয়রা জানান, দীর্ঘদিন ধরে এ সমস্যা চলে আসছে। বাংলাদেশ প্রতিদিন প্রতিবেদক জানান, সংশ্লিষ্ট কর্তৃপক্ষ বিষয়টি তদন্ত করে দেখছে এবং প্রয়োজনীয় ব্যবস্থা গ্রহণের জন্য সুপারিশ করা হয়েছে। স্থানীয়রা জানান, দীর্ঘদিন ধরে এ সমস্যা চলে আসছে। বাংলাদেশ প্রতিদিন প্রতিবেদক জানান, সংশ্লিষ্ট কর্তৃপক্ষ বিষয়টি তদন্ত করে দেখছে এবং প্রয়োজনীয় ব্যবস্থা গ্রহণের জন্য সুপারিশ করা হয়েছে। স্থানীয়রা জানান, দীর্ঘদিন ধরে এ সমস্যা চলে আসছে। বাংলাদেশ প্রতিদিন প্রতিবেদক জানান, সংশ্লিষ্ট কর্তৃপক্ষ বিষয়টি তদন্ত করে দেখছে এবং প্রয়োজনীয় ব্যবস্থা গ্রহণের জন্য সুপারিশ করা হয়েছে। স্থানীয়রা জানান, দীর্ঘদিন ধরে এ সমস্যা চলে আসছে। বাংলাদেশ প্রতিদিন প্রতিবেদক জানান, সংশ্লিষ্ট কর্তৃপক্ষ বিষয়টি তদন্ত করে দেখছে এবং প্রয়োজনীয় ব্যবস্থা গ্রহণের জন্য সুপারিশ করা হয়েছে। স্থানীয়রা জানান, দীর্ঘদিন ধরে এ সমস্যা চলে আসছে।	[593, 641, 958, 830]
row-number	[983, 1693, 1003, 1737]
page-number: ৬	[412, 31, 466, 98]
field-label: Tender Package Name	[50, 1154, 250, 1226]
tender-row	[983, 1134, 1491, 1150]
article-body	[593, 1080, 958, 1460]
row-number: 34	[26, 2109, 50, 2140]
field-label: Project/Programme Name ( If applicable)	[1007, 1104, 1195, 1134]
field-value: N/A	[250, 1470, 568, 1501]
